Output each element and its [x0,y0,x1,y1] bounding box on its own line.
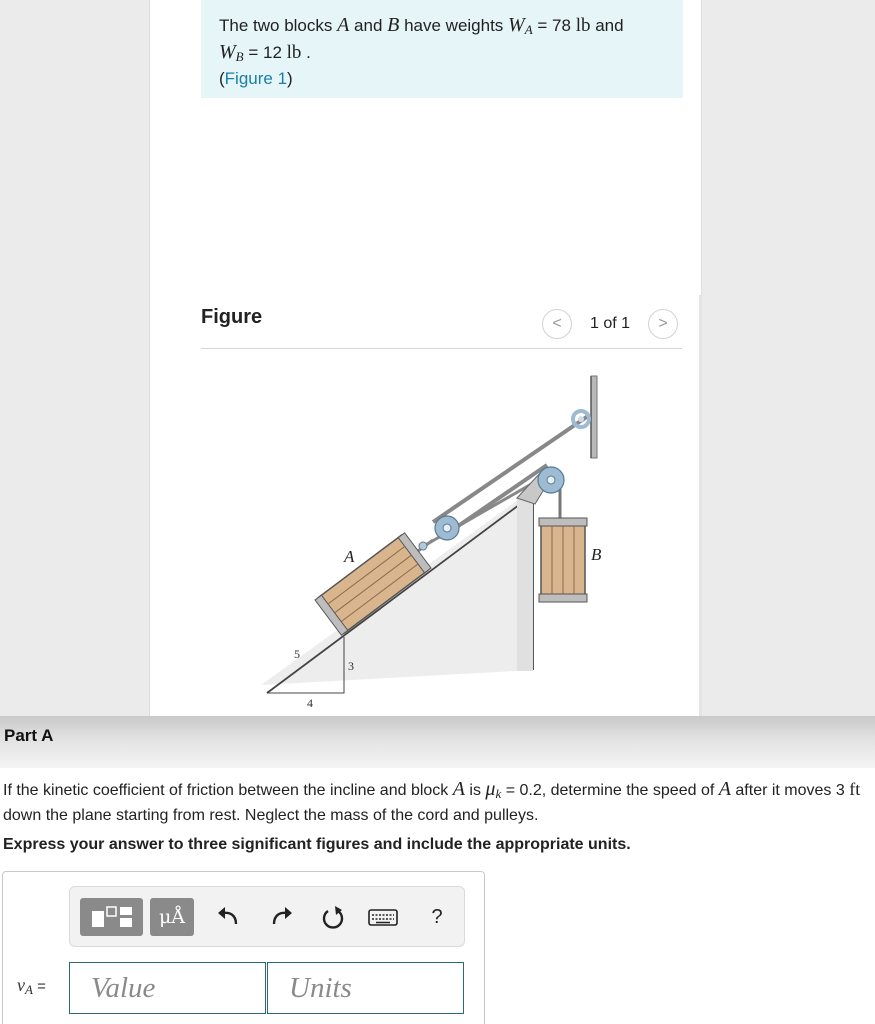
question-block-a: A [452,778,465,800]
value-input[interactable] [69,962,266,1014]
question-intro: If the kinetic coefficient of friction between the incline and block [3,782,453,799]
moving-pulley [419,516,459,550]
problem-and-2: and [590,16,624,35]
weight-a-unit: lb [575,15,591,36]
keyboard-icon [366,898,400,936]
units-tool-button[interactable]: μÅ [150,898,194,936]
question-after: after it moves 3 [730,782,850,799]
help-button[interactable]: ? [431,906,443,928]
redo-icon [264,898,298,936]
figure-diagram [201,352,681,714]
answer-instruction: Express your answer to three significant figures and include the appropriate units. [3,836,631,853]
keyboard-button[interactable] [366,898,400,936]
question-block-a-2: A [718,778,731,800]
chevron-right-icon: > [658,315,668,332]
part-a-content [0,768,875,1024]
templates-button[interactable] [80,898,143,936]
part-a-title: Part A [4,726,54,745]
weight-b-value: = 12 [243,43,287,62]
reset-icon [316,898,350,936]
problem-period: . [301,43,311,62]
block-b-symbol: B [387,14,400,36]
pulley-bracket [517,467,564,504]
block-b [539,518,587,602]
weight-b-subscript: B [235,49,244,64]
part-a-header[interactable] [0,716,875,768]
undo-button[interactable] [212,898,246,936]
answer-equals: = [32,978,46,995]
answer-var: v [17,975,25,995]
reset-button[interactable] [316,898,350,936]
figure-pager-text: 1 of 1 [590,315,631,332]
slope-hyp-label: 5 [294,647,300,661]
next-figure-button[interactable] [648,309,678,339]
problem-have-weights: have weights [399,16,509,35]
weight-a-symbol: W [508,14,525,36]
figure-ref-close: ) [287,69,293,88]
question-unit: ft [849,779,861,799]
question-is: is [464,782,486,799]
chevron-left-icon: < [552,315,562,332]
templates-icon [80,898,143,936]
question-mu-value: = 0.2, determine the speed of [501,782,719,799]
figure-1-link[interactable]: Figure 1 [224,69,288,88]
problem-intro: The two blocks [219,16,338,35]
math-toolbar [69,886,465,947]
mu-symbol: μ [485,778,496,800]
units-input[interactable] [267,962,464,1014]
undo-icon [212,898,246,936]
answer-var-subscript: A [25,982,33,997]
weight-a-subscript: A [524,22,533,37]
weight-a-value: = 78 [532,16,576,35]
figure-title: Figure [201,306,263,328]
problem-and: and [349,16,388,35]
answer-label [17,975,46,998]
mu-subscript: k [495,786,502,801]
slope-rise-label: 3 [348,659,354,673]
block-a-symbol: A [337,14,350,36]
block-a-label: A [344,547,355,566]
figure-ref-open: ( [219,69,225,88]
redo-button[interactable] [264,898,298,936]
problem-statement [201,0,683,98]
question-rest: down the plane starting from rest. Neglect the mass of the cord and pulleys. [3,807,539,824]
weight-b-unit: lb [286,42,302,63]
slope-run-label: 4 [307,696,313,710]
panel-scroll-strip [699,295,702,716]
wall-support [591,376,597,458]
question-text [3,778,871,827]
weight-b-symbol: W [219,41,236,63]
answer-box [2,871,485,1024]
figure-header [201,300,682,349]
block-b-label: B [591,545,602,564]
previous-figure-button[interactable] [542,309,572,339]
